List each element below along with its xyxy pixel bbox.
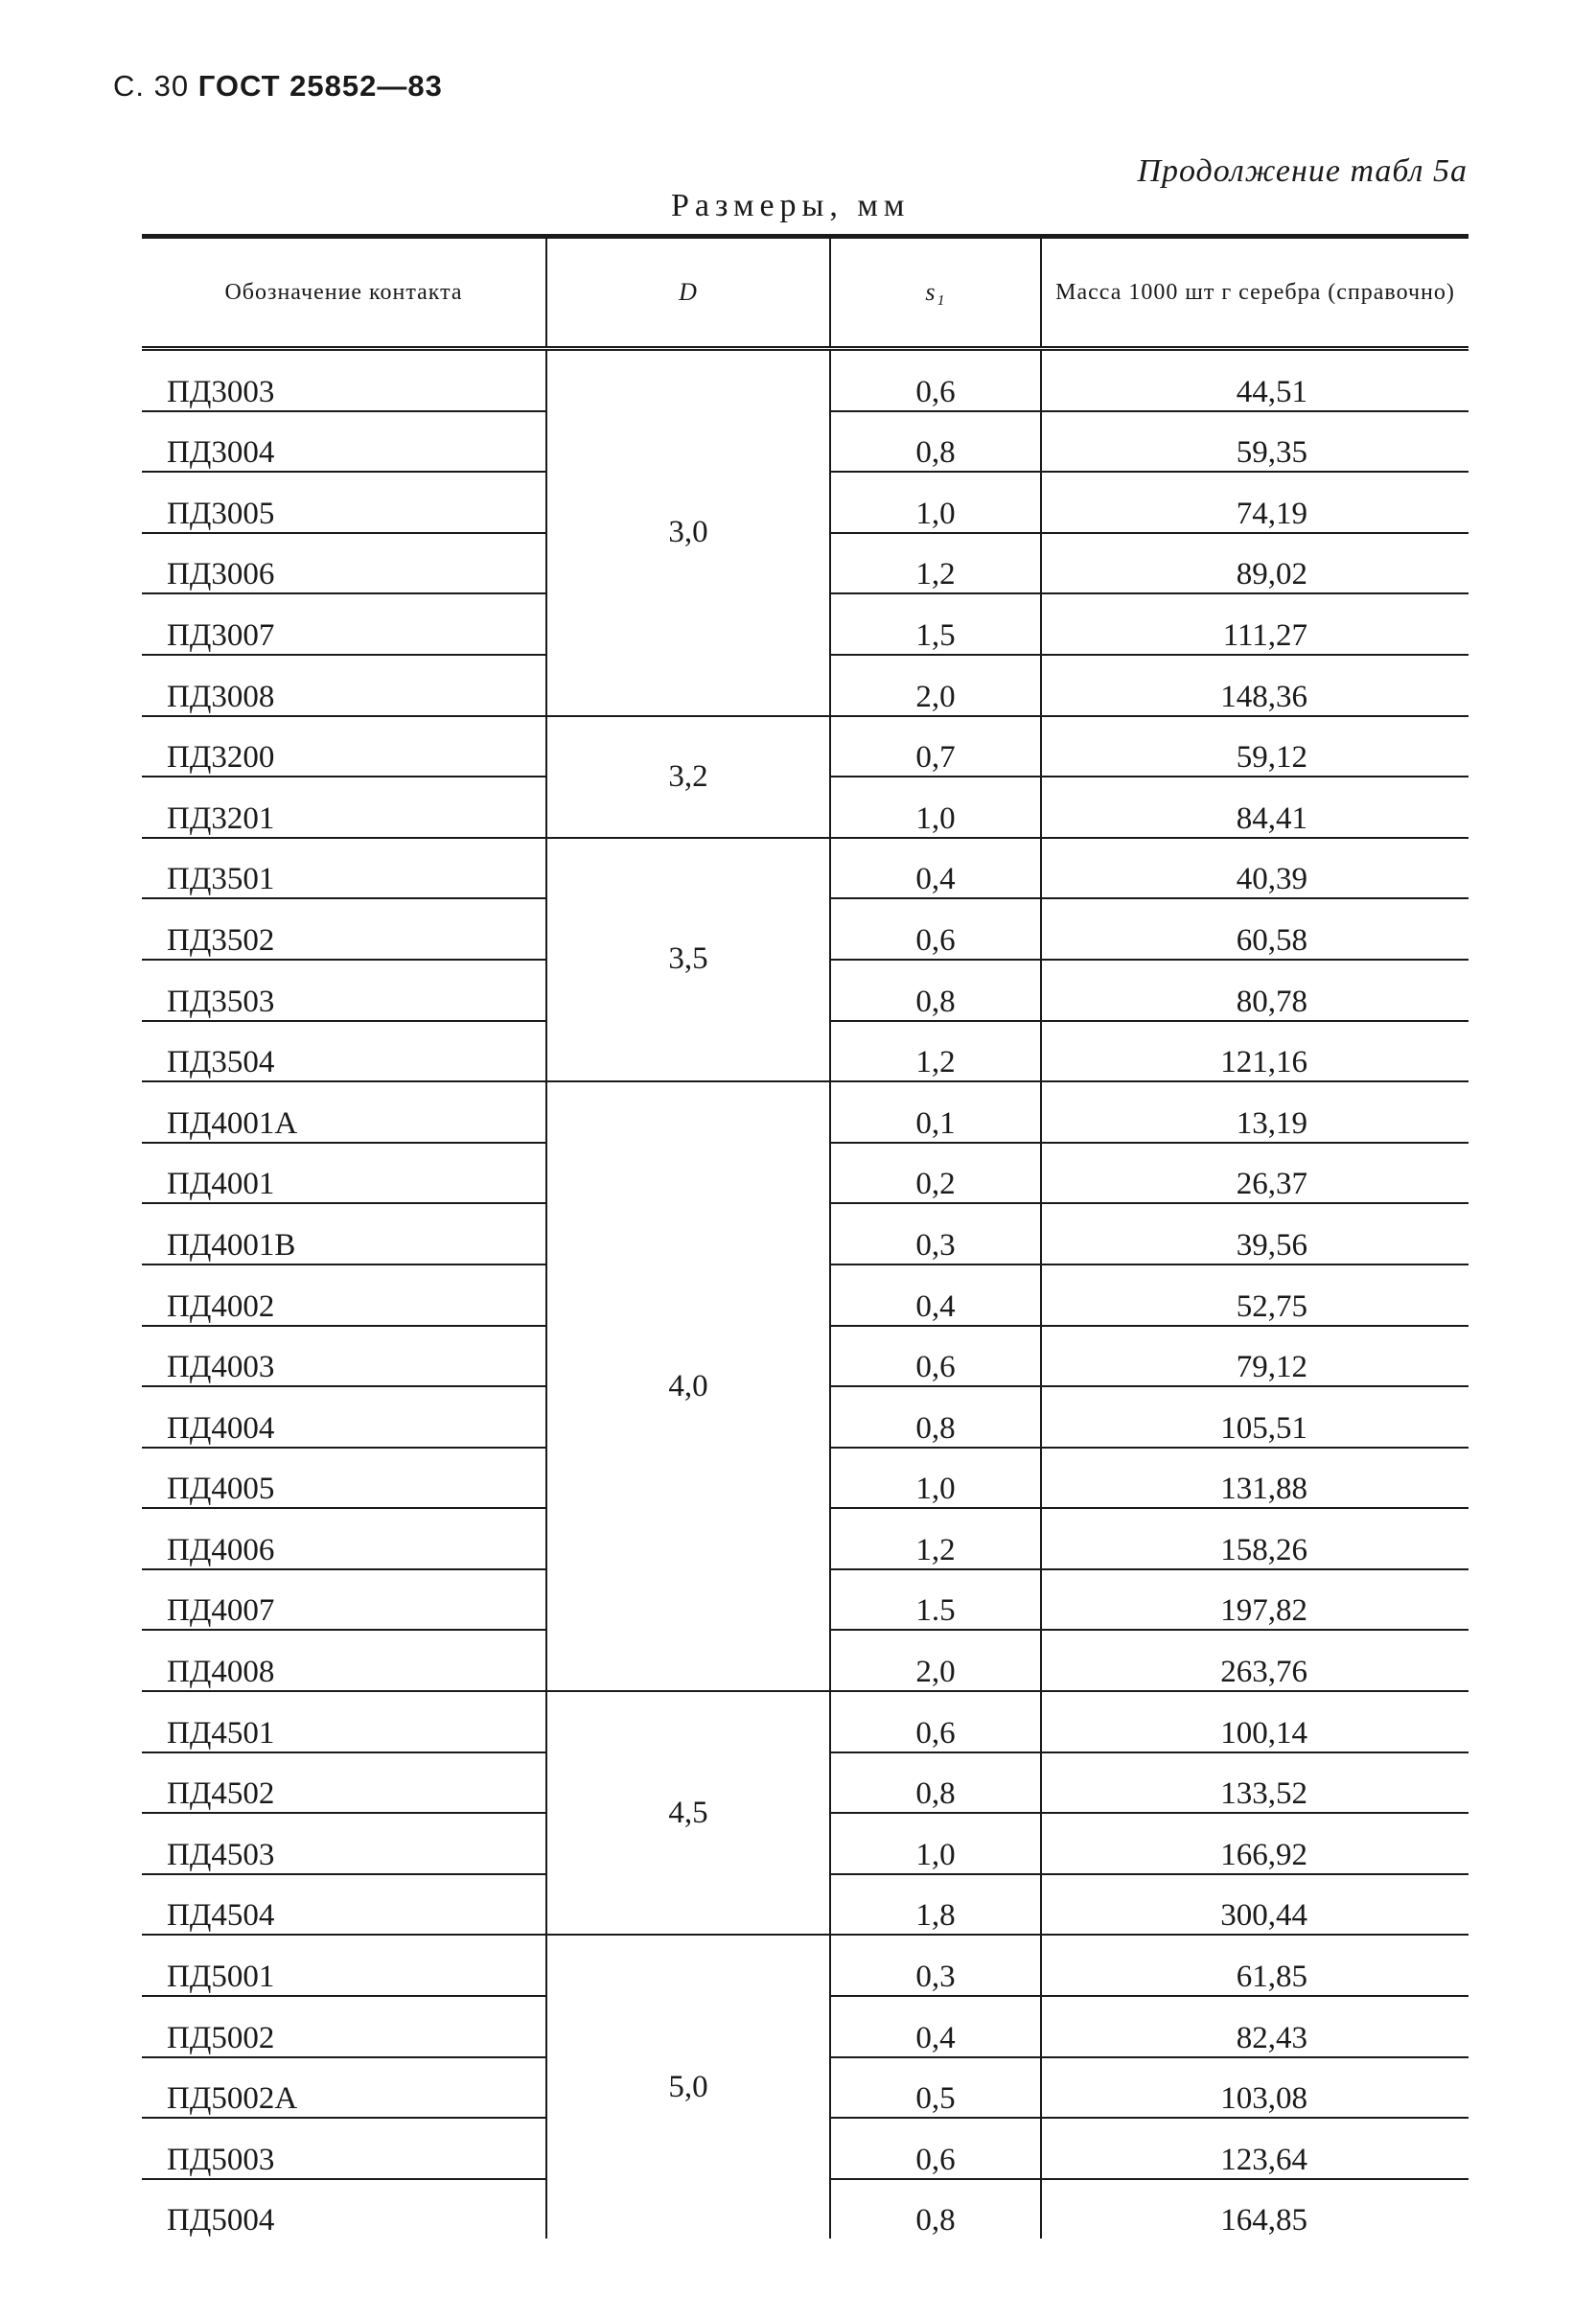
contact-designation-cell: ПД5003 xyxy=(142,2118,546,2179)
silver-mass-cell: 39,56 xyxy=(1041,1203,1469,1264)
contact-designation-cell: ПД4503 xyxy=(142,1813,546,1874)
silver-mass-cell: 40,39 xyxy=(1041,838,1469,899)
silver-mass-cell: 197,82 xyxy=(1041,1569,1469,1631)
thickness-cell: 0,3 xyxy=(830,1935,1041,1996)
contacts-table xyxy=(142,234,1469,2239)
standard-number: ГОСТ 25852—83 xyxy=(197,69,443,103)
table-row xyxy=(142,838,1469,899)
thickness-cell: 0,4 xyxy=(830,1996,1041,2057)
silver-mass-cell: 263,76 xyxy=(1041,1630,1469,1691)
silver-mass-cell: 131,88 xyxy=(1041,1448,1469,1509)
diameter-cell: 3,0 xyxy=(546,349,830,716)
column-header-designation: Обозначение контакта xyxy=(142,237,546,349)
contact-designation-cell: ПД3007 xyxy=(142,593,546,655)
contact-designation-cell: ПД5002 xyxy=(142,1996,546,2057)
thickness-cell: 1,2 xyxy=(830,533,1041,594)
contact-designation-cell: ПД5002А xyxy=(142,2057,546,2119)
contact-designation-cell: ПД4502 xyxy=(142,1752,546,1814)
thickness-cell: 1,8 xyxy=(830,1874,1041,1936)
table-row xyxy=(142,716,1469,777)
contact-designation-cell: ПД4008 xyxy=(142,1630,546,1691)
table-row xyxy=(142,1935,1469,1996)
column-header-mass: Масса 1000 шт г серебра (справочно) xyxy=(1041,237,1469,349)
contact-designation-cell: ПД3003 xyxy=(142,349,546,411)
thickness-cell: 0,8 xyxy=(830,1752,1041,1814)
thickness-cell: 0,6 xyxy=(830,1691,1041,1752)
thickness-cell: 0,7 xyxy=(830,716,1041,777)
thickness-cell: 0,5 xyxy=(830,2057,1041,2119)
thickness-cell: 0,3 xyxy=(830,1203,1041,1264)
contact-designation-cell: ПД3004 xyxy=(142,411,546,473)
thickness-cell: 1,0 xyxy=(830,472,1041,533)
contact-designation-cell: ПД5004 xyxy=(167,2203,275,2239)
contact-designation-cell: ПД4504 xyxy=(142,1874,546,1936)
contact-designation-cell: ПД3503 xyxy=(142,960,546,1021)
silver-mass-cell: 164,85 xyxy=(1220,2203,1307,2239)
thickness-cell: 0,4 xyxy=(830,1264,1041,1326)
silver-mass-cell: 44,51 xyxy=(1041,349,1469,411)
contact-designation-cell: ПД3200 xyxy=(142,716,546,777)
contact-designation-cell: ПД4006 xyxy=(142,1508,546,1569)
silver-mass-cell: 84,41 xyxy=(1041,777,1469,838)
contact-designation-cell: ПД4004 xyxy=(142,1386,546,1448)
contact-designation-cell: ПД4001А xyxy=(142,1081,546,1143)
diameter-cell: 4,5 xyxy=(546,1691,830,1935)
thickness-cell: 1,0 xyxy=(830,777,1041,838)
contact-designation-cell: ПД3502 xyxy=(142,898,546,960)
silver-mass-cell: 103,08 xyxy=(1041,2057,1469,2119)
silver-mass-cell: 59,12 xyxy=(1041,716,1469,777)
thickness-cell: 1,0 xyxy=(830,1813,1041,1874)
contact-designation-cell: ПД4001В xyxy=(142,1203,546,1264)
silver-mass-cell: 111,27 xyxy=(1041,593,1469,655)
contact-designation-cell: ПД4001 xyxy=(142,1143,546,1204)
silver-mass-cell: 100,14 xyxy=(1041,1691,1469,1752)
silver-mass-cell: 61,85 xyxy=(1041,1935,1469,1996)
thickness-cell: 1.5 xyxy=(830,1569,1041,1631)
contact-designation-cell: ПД4005 xyxy=(142,1448,546,1509)
silver-mass-cell: 123,64 xyxy=(1041,2118,1469,2179)
page-header xyxy=(113,69,443,104)
thickness-cell: 0,6 xyxy=(830,349,1041,411)
table-body xyxy=(142,349,1469,2239)
thickness-cell: 0,6 xyxy=(830,2118,1041,2179)
contact-designation-cell: ПД3005 xyxy=(142,472,546,533)
page-number: С. 30 xyxy=(113,69,190,103)
units-caption: Размеры, мм xyxy=(671,188,911,223)
silver-mass-cell: 105,51 xyxy=(1041,1386,1469,1448)
contact-designation-cell: ПД4003 xyxy=(142,1326,546,1387)
silver-mass-cell: 121,16 xyxy=(1041,1021,1469,1082)
thickness-cell: 0,8 xyxy=(830,411,1041,473)
thickness-cell: 1,2 xyxy=(830,1508,1041,1569)
column-header-d: D xyxy=(546,237,830,349)
table-row xyxy=(142,1691,1469,1752)
silver-mass-cell: 158,26 xyxy=(1041,1508,1469,1569)
thickness-cell: 0,6 xyxy=(830,1326,1041,1387)
silver-mass-cell: 60,58 xyxy=(1041,898,1469,960)
diameter-cell: 3,5 xyxy=(546,838,830,1081)
column-header-s1: s₁ xyxy=(830,237,1041,349)
silver-mass-cell: 13,19 xyxy=(1041,1081,1469,1143)
silver-mass-cell: 80,78 xyxy=(1041,960,1469,1021)
thickness-cell: 1,0 xyxy=(830,1448,1041,1509)
thickness-cell: 0,8 xyxy=(830,2179,1041,2239)
silver-mass-cell: 82,43 xyxy=(1041,1996,1469,2057)
thickness-cell: 2,0 xyxy=(830,655,1041,716)
silver-mass-cell: 133,52 xyxy=(1041,1752,1469,1814)
thickness-cell: 2,0 xyxy=(830,1630,1041,1691)
thickness-cell: 0,8 xyxy=(830,960,1041,1021)
thickness-cell: 0,6 xyxy=(830,898,1041,960)
silver-mass-cell: 148,36 xyxy=(1041,655,1469,716)
silver-mass-cell: 59,35 xyxy=(1041,411,1469,473)
silver-mass-cell: 52,75 xyxy=(1041,1264,1469,1326)
thickness-cell: 1,2 xyxy=(830,1021,1041,1082)
thickness-cell: 0,8 xyxy=(830,1386,1041,1448)
silver-mass-cell: 74,19 xyxy=(1041,472,1469,533)
table-header-row xyxy=(142,237,1469,349)
diameter-cell: 5,0 xyxy=(546,1935,830,2239)
silver-mass-cell: 26,37 xyxy=(1041,1143,1469,1204)
thickness-cell: 1,5 xyxy=(830,593,1041,655)
silver-mass-cell: 89,02 xyxy=(1041,533,1469,594)
thickness-cell: 0,4 xyxy=(830,838,1041,899)
contact-designation-cell: ПД5001 xyxy=(142,1935,546,1996)
table-continuation-note: Продолжение табл 5а xyxy=(1137,153,1468,189)
silver-mass-cell: 166,92 xyxy=(1041,1813,1469,1874)
silver-mass-cell: 79,12 xyxy=(1041,1326,1469,1387)
diameter-cell: 3,2 xyxy=(546,716,830,838)
contact-designation-cell: ПД3201 xyxy=(142,777,546,838)
contact-designation-cell: ПД4501 xyxy=(142,1691,546,1752)
contact-designation-cell: ПД3504 xyxy=(142,1021,546,1082)
contact-designation-cell: ПД3008 xyxy=(142,655,546,716)
contact-designation-cell: ПД4007 xyxy=(142,1569,546,1631)
silver-mass-cell: 300,44 xyxy=(1041,1874,1469,1936)
thickness-cell: 0,2 xyxy=(830,1143,1041,1204)
contact-designation-cell: ПД4002 xyxy=(142,1264,546,1326)
contact-designation-cell: ПД3006 xyxy=(142,533,546,594)
contact-designation-cell: ПД3501 xyxy=(142,838,546,899)
table-row xyxy=(142,1081,1469,1143)
diameter-cell: 4,0 xyxy=(546,1081,830,1691)
table-row xyxy=(142,349,1469,411)
thickness-cell: 0,1 xyxy=(830,1081,1041,1143)
contacts-table-container xyxy=(142,234,1469,2239)
